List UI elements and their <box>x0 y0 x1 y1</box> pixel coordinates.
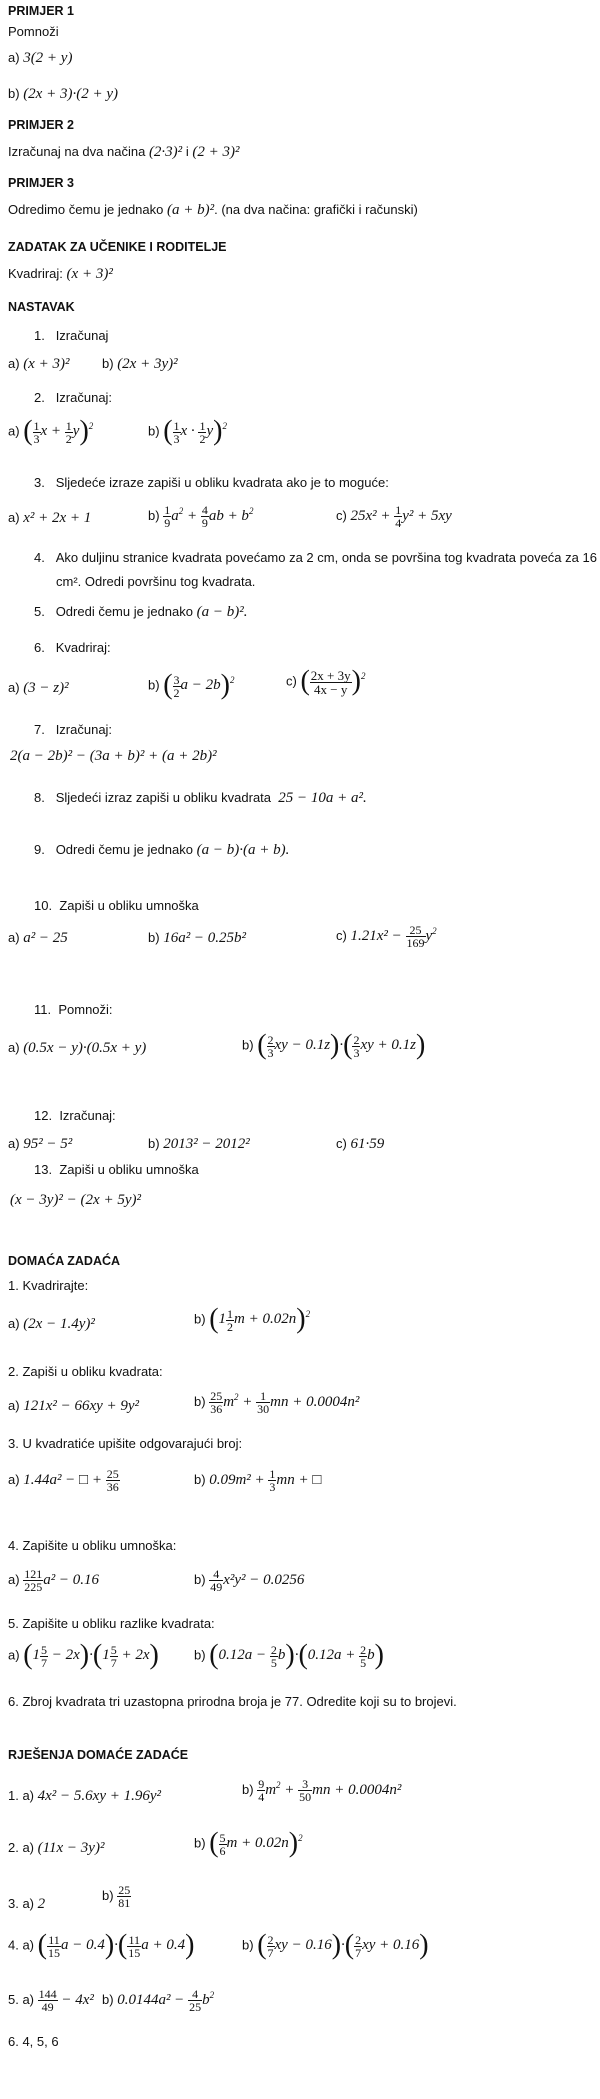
task-12-a: a) 95² − 5² <box>8 1136 73 1152</box>
primjer1-b: b) (2x + 3)·(2 + y) <box>8 86 118 102</box>
rjesenja-5b: b) 0.0144a² − $\frac{4}{25}$ $b^2$ <box>102 1987 215 2014</box>
zadatak-heading: ZADATAK ZA UČENIKE I RODITELJE <box>8 240 227 254</box>
primjer3-text: Odredimo čemu je jednako (a + b)². (na dva načina: grafički i računski) <box>8 202 418 218</box>
task-8: 8. Sljedeći izraz zapiši u obliku kvadrata 25 − 10a + a². <box>34 790 367 806</box>
rjesenja-4a: 4. a) ( $\frac{11}{15}$ a − 0.4)·( $\frac{11}{15}$ a + 0.4) <box>8 1930 195 1961</box>
task-2-title: 2. Izračunaj: <box>34 390 113 405</box>
primjer2-heading: PRIMJER 2 <box>8 118 74 132</box>
task-6-title: 6. Kvadriraj: <box>34 640 111 655</box>
task-9: 9. Odredi čemu je jednako (a − b)·(a + b). <box>34 842 290 858</box>
task-2-a: a) ( $\frac{1}{3}$ x + $\frac{1}{2}$ y)$^2$ <box>8 416 94 447</box>
task-12-c: c) 61·59 <box>336 1136 385 1152</box>
domaca-t4: 4. Zapišite u obliku umnoška: <box>8 1538 177 1553</box>
task-1-title: 1. Izračunaj <box>34 328 109 343</box>
rjesenja-3a: 3. a) 2 <box>8 1896 46 1912</box>
task-11-a: a) (0.5x − y)·(0.5x + y) <box>8 1040 147 1056</box>
task-12-title: 12. Izračunaj: <box>34 1108 116 1123</box>
task-13-title: 13. Zapiši u obliku umnoška <box>34 1162 199 1177</box>
rjesenja-heading: RJEŠENJA DOMAĆE ZADAĆE <box>8 1748 189 1762</box>
domaca-heading: DOMAĆA ZADAĆA <box>8 1254 121 1268</box>
domaca-t5-a: a) (1 $\frac{5}{7}$ − 2x)·(1 $\frac{5}{7}$ + 2x) <box>8 1640 159 1671</box>
primjer1-heading: PRIMJER 1 <box>8 4 74 18</box>
primjer2-text: Izračunaj na dva načina (2·3)² i (2 + 3)² <box>8 144 240 160</box>
domaca-t4-b: b) $\frac{4}{49}$ x²y² − 0.0256 <box>194 1567 305 1594</box>
rjesenja-6: 6. 4, 5, 6 <box>8 2034 59 2049</box>
domaca-t6: 6. Zbroj kvadrata tri uzastopna prirodna broja je 77. Odredite koji su to brojevi. <box>8 1694 457 1709</box>
rjesenja-3b: b) $\frac{25}{81}$ <box>102 1883 131 1910</box>
rjesenja-4b: b) ( $\frac{2}{7}$ xy − 0.16)·( $\frac{2}{7}$ xy + 0.16) <box>242 1930 429 1961</box>
rjesenja-1b: b) $\frac{9}{4}$ $m^2$ + $\frac{3}{50}$ mn + 0.0004n² <box>242 1777 402 1804</box>
domaca-t3-a: a) 1.44a² − □ + $\frac{25}{36}$ <box>8 1467 119 1494</box>
domaca-t1: 1. Kvadrirajte: <box>8 1278 89 1293</box>
task-12-b: b) 2013² − 2012² <box>148 1136 250 1152</box>
domaca-t4-a: a) $\frac{121}{225}$ a² − 0.16 <box>8 1567 100 1594</box>
task-13-expr: (x − 3y)² − (2x + 5y)² <box>10 1192 141 1208</box>
rjesenja-2b: b) ( $\frac{5}{6}$ m + 0.02n)$^2$ <box>194 1828 303 1859</box>
nastavak-heading: NASTAVAK <box>8 300 75 314</box>
task-3-c: c) 25x² + $\frac{1}{4}$ y² + 5xy <box>336 503 452 530</box>
primjer1-task: Pomnoži <box>8 24 59 39</box>
task-7-expr: 2(a − 2b)² − (3a + b)² + (a + 2b)² <box>10 748 217 764</box>
task-6-c: c) ( $\frac{2x + 3y}{4x - y}$ )$^2$ <box>286 666 366 697</box>
task-1-b: b) (2x + 3y)² <box>102 356 178 372</box>
task-1-a: a) (x + 3)² <box>8 356 70 372</box>
task-10-b: b) 16a² − 0.25b² <box>148 930 247 946</box>
task-6-a: a) (3 − z)² <box>8 680 69 696</box>
domaca-t5: 5. Zapišite u obliku razlike kvadrata: <box>8 1616 215 1631</box>
task-6-b: b) ( $\frac{3}{2}$ a − 2b)$^2$ <box>148 670 235 701</box>
domaca-t2: 2. Zapiši u obliku kvadrata: <box>8 1364 163 1379</box>
task-10-c: c) 1.21x² − $\frac{25}{169}$ $y^2$ <box>336 923 437 950</box>
task-3-title: 3. Sljedeće izraze zapiši u obliku kvadrata ako je to moguće: <box>34 475 389 490</box>
rjesenja-5a: 5. a) $\frac{144}{49}$ − 4x² <box>8 1987 94 2014</box>
task-7-title: 7. Izračunaj: <box>34 722 113 737</box>
task-10-a: a) a² − 25 <box>8 930 68 946</box>
rjesenja-1a: 1. a) 4x² − 5.6xy + 1.96y² <box>8 1788 162 1804</box>
primjer1-a: a) 3(2 + y) <box>8 50 73 66</box>
domaca-t3-b: b) 0.09m² + $\frac{1}{3}$ mn + □ <box>194 1467 322 1494</box>
primjer3-heading: PRIMJER 3 <box>8 176 74 190</box>
zadatak-text: Kvadriraj: (x + 3)² <box>8 266 113 282</box>
domaca-t2-a: a) 121x² − 66xy + 9y² <box>8 1398 140 1414</box>
task-4-title: 4. Ako duljinu stranice kvadrata povećamo za 2 cm, onda se površina tog kvadrata poveća za 16 <box>34 550 597 565</box>
task-3-b: b) $\frac{1}{9}$ $a^2$ + $\frac{4}{9}$ ab + $b^2$ <box>148 503 254 530</box>
domaca-t5-b: b) (0.12a − $\frac{2}{5}$ b)·(0.12a + $\frac{2}{5}$ b) <box>194 1640 384 1671</box>
task-11-title: 11. Pomnoži: <box>34 1002 113 1017</box>
domaca-t1-a: a) (2x − 1.4y)² <box>8 1316 95 1332</box>
task-4-line2: cm². Odredi površinu tog kvadrata. <box>56 574 256 589</box>
task-11-b: b) ( $\frac{2}{3}$ xy − 0.1z)·( $\frac{2}{3}$ xy + 0.1z) <box>242 1030 426 1061</box>
task-2-b: b) ( $\frac{1}{3}$ x · $\frac{1}{2}$ y)$^2$ <box>148 416 227 447</box>
domaca-t2-b: b) $\frac{25}{36}$ $m^2$ + $\frac{1}{30}$ mn + 0.0004n² <box>194 1389 360 1416</box>
domaca-t3: 3. U kvadratiće upišite odgovarajući broj: <box>8 1436 243 1451</box>
task-3-a: a) x² + 2x + 1 <box>8 510 92 526</box>
task-10-title: 10. Zapiši u obliku umnoška <box>34 898 199 913</box>
rjesenja-2a: 2. a) (11x − 3y)² <box>8 1840 105 1856</box>
task-5: 5. Odredi čemu je jednako (a − b)². <box>34 604 248 620</box>
domaca-t1-b: b) (1 $\frac{1}{2}$ m + 0.02n)$^2$ <box>194 1304 311 1335</box>
